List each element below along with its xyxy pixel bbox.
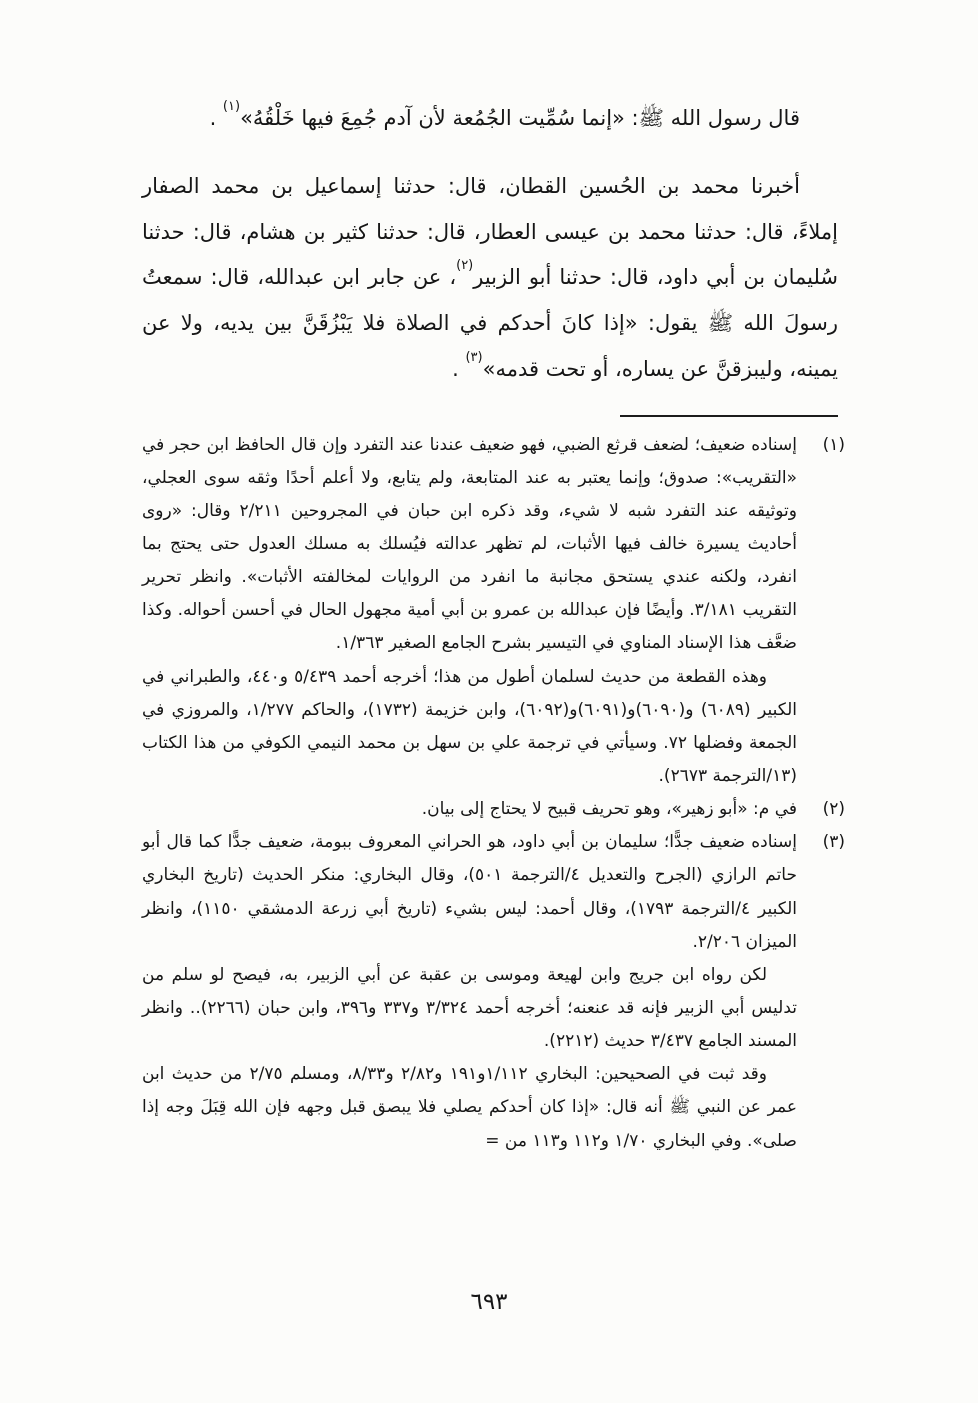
- footnote-ref-1: (١): [222, 99, 241, 114]
- hadith-text: قال رسول الله ﷺ: «إنما سُمِّيت الجُمُعة لأن آدم جُمِعَ فيها خَلْقُهُ»: [240, 106, 800, 130]
- footnote-3-body: [142, 826, 797, 1157]
- footnote-ref-3: (٣): [465, 349, 483, 365]
- footnote-2-body: [142, 793, 797, 826]
- isnad-text-1: أخبرنا محمد بن الحُسين القطان، قال: حدثنا إسماعيل بن محمد الصفار إملاءً، قال: حدثنا محمد بن عيسى العطار، قال: حدثنا كثير بن هشام، قال: حدثنا سُليمان بن أبي داود، قال: حدثنا أبو الزبير: [142, 173, 838, 290]
- footnote-2-paragraph-1: في م: «أبو زهير»، وهو تحريف قبيح لا يحتاج إلى بيان.: [421, 799, 797, 820]
- isnad-text-2: ، عن جابر ابن عبدالله، قال: سمعتُ رسولَ الله ﷺ يقول: «إذا كانَ أحدكم في الصلاة فلا يَبْزُقَنَّ بين يديه، ولا عن يمينه، وليبزقنَّ عن يساره، أو تحت قدمه»: [142, 265, 838, 381]
- footnote-separator: [620, 415, 838, 417]
- isnad-text-tail: .: [452, 356, 466, 381]
- isnad-paragraph: [142, 164, 838, 393]
- hadith-paragraph: [142, 96, 838, 142]
- footnote-3-marker: (٣): [822, 832, 845, 853]
- footnote-3: [142, 826, 845, 1157]
- main-text-block: [142, 96, 838, 393]
- footnote-3-paragraph-1: إسناده ضعيف جدًّا؛ سليمان بن أبي داود، هو الحراني المعروف ببومة، ضعيف جدًّا كما قال أبو حاتم الرازي (الجرح والتعديل ٤/الترجمة ٥٠١)، وقال البخاري: منكر الحديث (تاريخ البخاري الكبير ٤/الترجمة ١٧٩٣)، وقال أحمد: ليس بشيء (تاريخ أبي زرعة الدمشقي ١١٥٠)، وانظر الميزان ٢/٢٠٦.: [142, 832, 797, 952]
- footnote-1-marker: (١): [822, 434, 845, 455]
- footnote-1-paragraph-1: إسناده ضعيف؛ لضعف قرثع الضبي، فهو ضعيف عندنا عند التفرد وإن قال الحافظ ابن حجر في «التقريب»: صدوق؛ وإنما يعتبر به عند المتابعة، ولم يتابع، ولا أعلم أحدًا وثقه سوى العجلي، وتوثيقه عند التفرد شبه لا شيء، وقد ذكره ابن حبان في المجروحين ٢/٢١١ وقال: «روى أحاديث يسيرة خالف فيها الأثبات، لم تظهر عدالته فيُسلك به مسلك العدول حتى يحتج بما انفرد، ولكنه عندي يستحق مجانبة ما انفرد من الروايات لمخالفته الأثبات». وانظر تحرير التقريب ٣/١٨١. وأيضًا فإن عبدالله بن عمرو بن أبي أمية مجهول الحال في أحسن أحواله. وكذا ضعَّف هذا الإسناد المناوي في التيسير بشرح الجامع الصغير ١/٣٦٣.: [142, 434, 797, 654]
- footnote-2-marker: (٢): [822, 799, 845, 820]
- hadith-text-tail: .: [209, 106, 223, 130]
- footnote-1: [142, 429, 845, 794]
- footnote-ref-2: (٢): [456, 258, 474, 274]
- footnotes-block: [142, 429, 845, 1158]
- page-number: ٦٩٣: [470, 1289, 508, 1315]
- footnote-1-body: [142, 429, 797, 794]
- footnote-1-paragraph-2: وهذه القطعة من حديث لسلمان أطول من هذا؛ أخرجه أحمد ٥/٤٣٩ و٤٤٠، والطبراني في الكبير (٦٠٨٩) و(٦٠٩٠)و(٦٠٩١)و(٦٠٩٢)، وابن خزيمة (١٧٣٢)، والحاكم ١/٢٧٧، والمروزي في الجمعة وفضلها ٧٢. وسيأتي في ترجمة علي بن سهل بن محمد النيمي الكوفي من هذا الكتاب (١٣/الترجمة ٢٦٧٣).: [142, 666, 797, 786]
- footnote-3-paragraph-2: لكن رواه ابن جريج وابن لهيعة وموسى بن عقبة عن أبي الزبير، به، فيصح لو سلم من تدليس أبي الزبير فإنه قد عنعنه؛ أخرجه أحمد ٣/٣٢٤ و٣٣٧ و٣٩٦، وابن حبان (٢٢٦٦).. وانظر المسند الجامع ٣/٤٣٧ حديث (٢٢١٢).: [142, 964, 797, 1052]
- footnote-3-paragraph-3: وقد ثبت في الصحيحين: البخاري ١/١١٢و١٩١ و٢/٨٢ و٨/٣٣، ومسلم ٢/٧٥ من حديث ابن عمر عن النبي ﷺ أنه قال: «إذا كان أحدكم يصلي فلا يبصق قبل وجهه فإن الله قِبَلَ وجه إذا صلى». وفي البخاري ١/٧٠ و١١٢ و١١٣ من =: [142, 1064, 797, 1151]
- footnote-2: [142, 793, 845, 826]
